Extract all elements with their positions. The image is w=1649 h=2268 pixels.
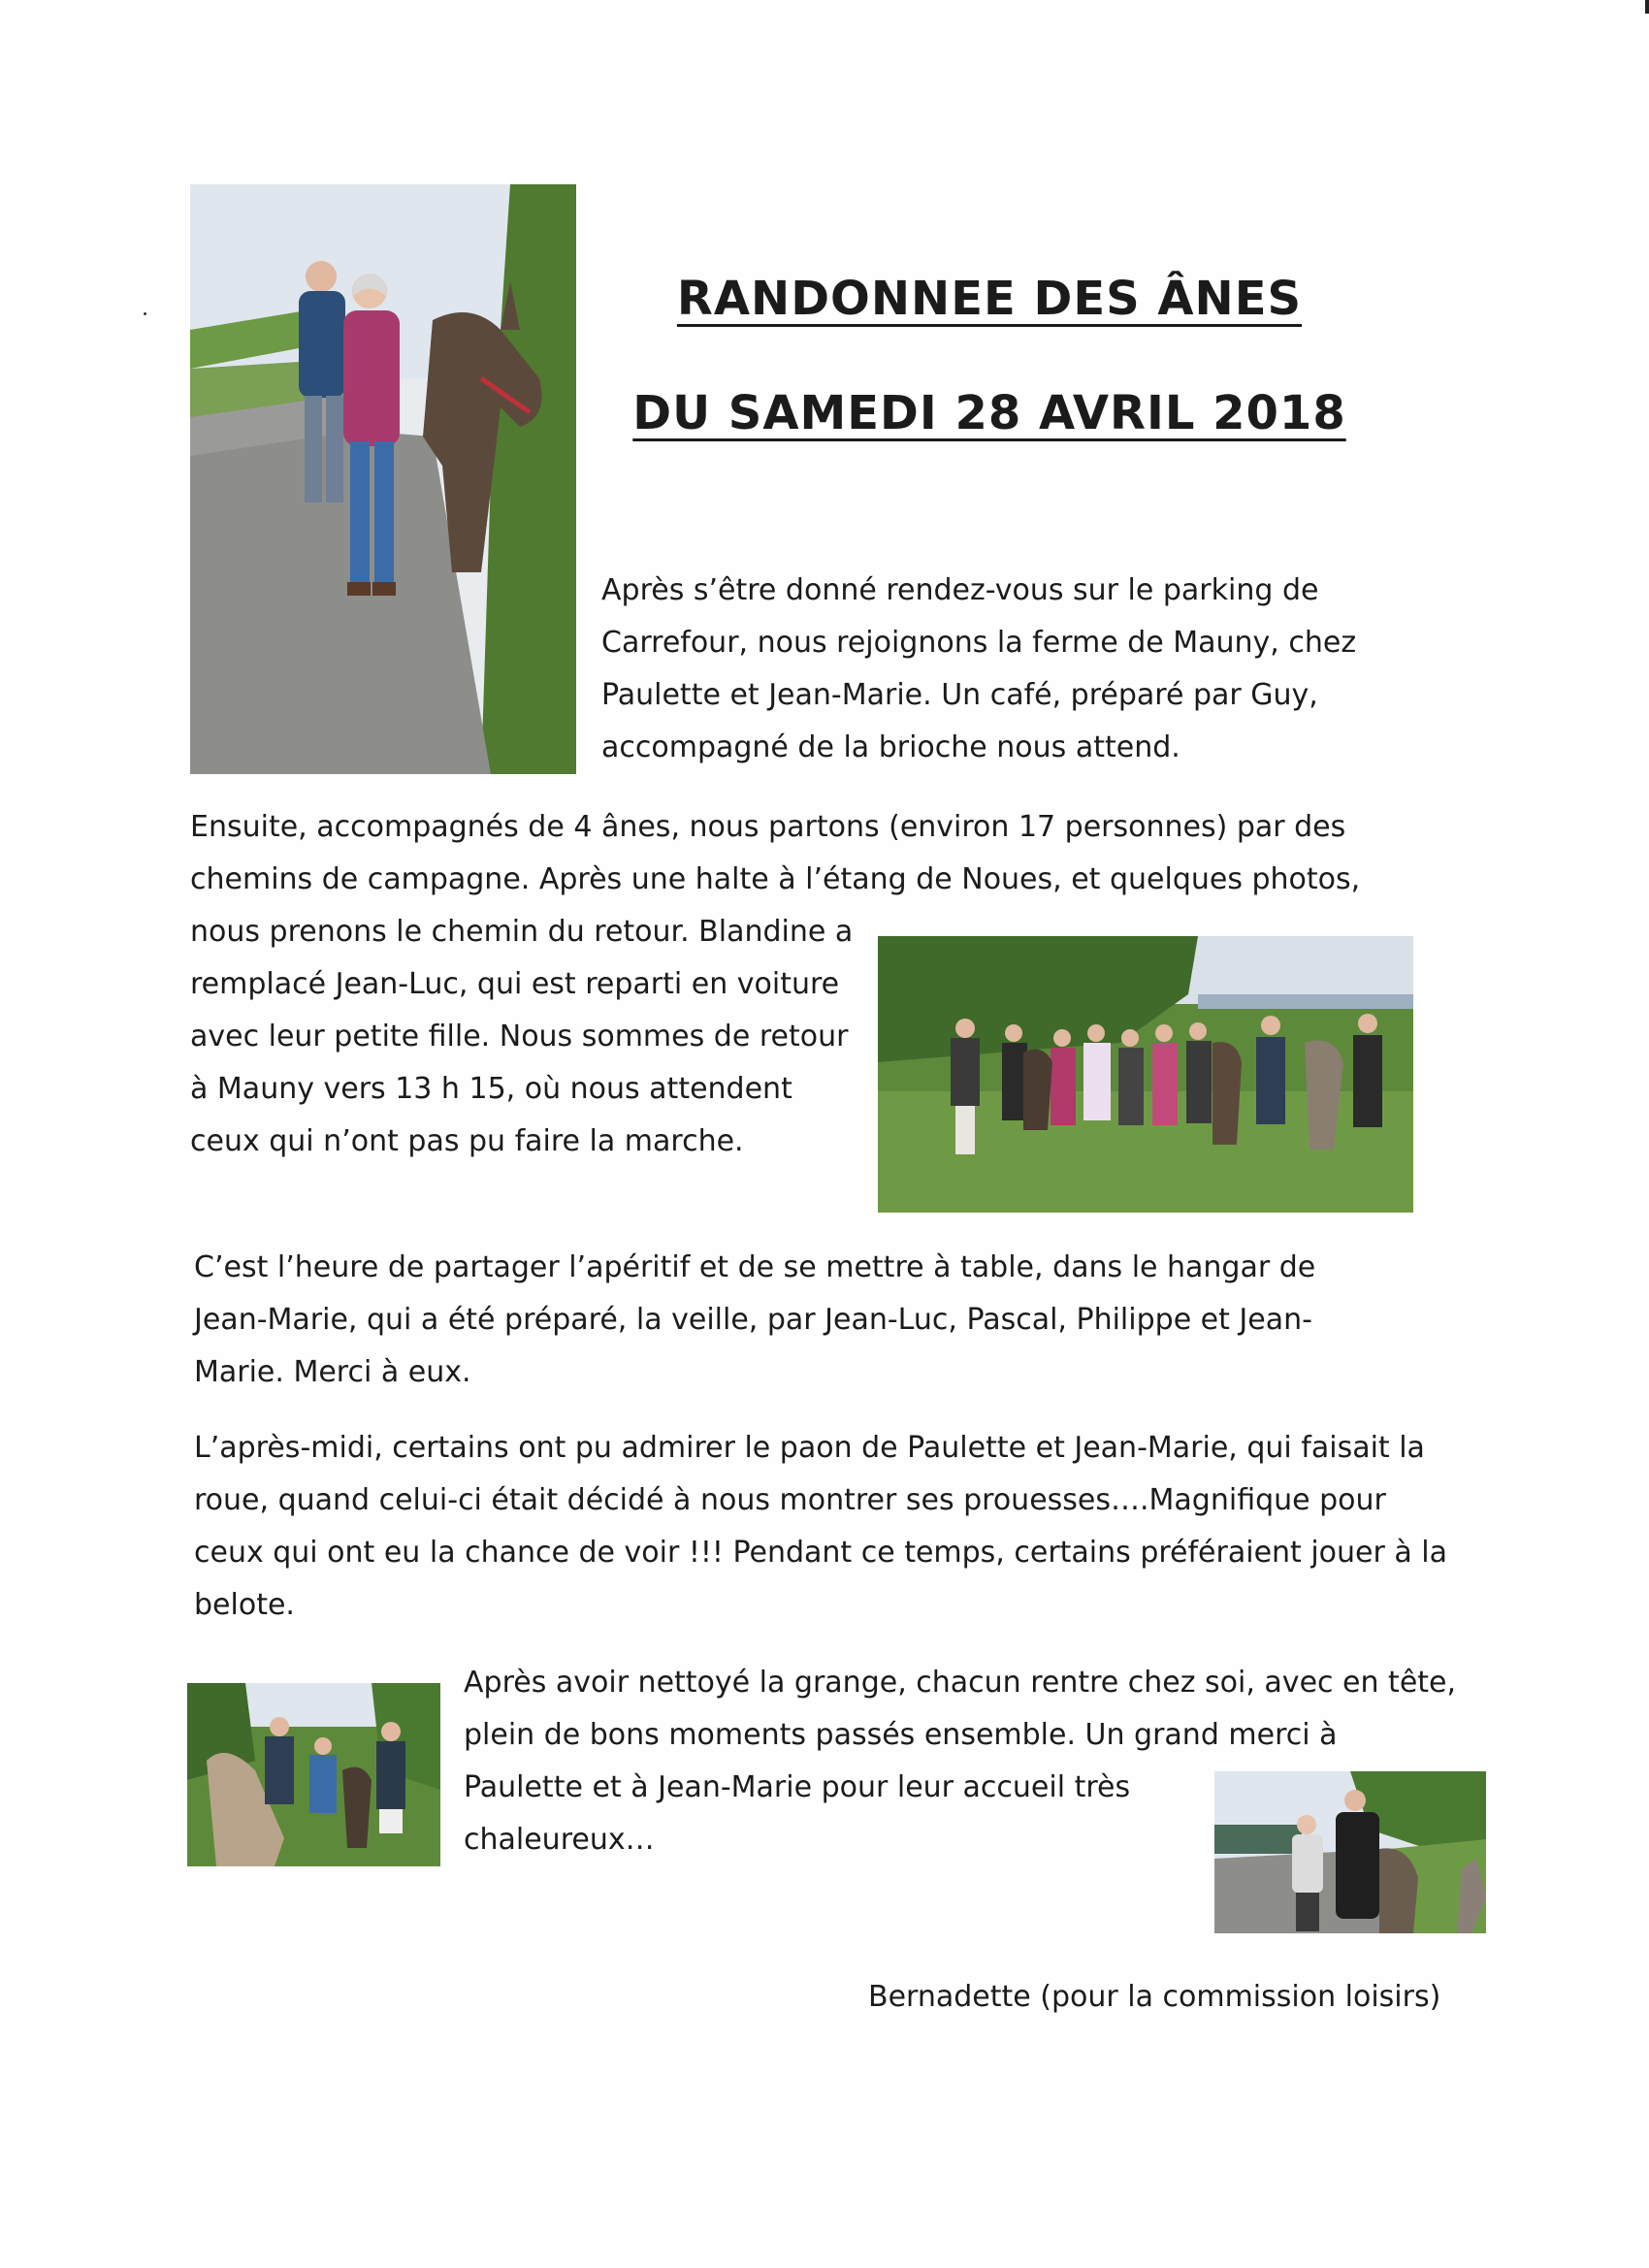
photo-couple-with-donkey [190,184,576,774]
paragraph-closing-part-1: Après avoir nettoyé la grange, chacun rentre chez soi, avec en tête, plein de bons moments passés ensemble. Un grand merci à [464,1666,1457,1752]
photo-group-with-donkeys [878,936,1413,1213]
photo-trio-with-donkeys [187,1683,440,1866]
title-line-1: RANDONNEE DES ÂNES [676,272,1303,326]
paragraph-closing-part-2: Paulette et à Jean-Marie pour leur accueil très chaleureux… [464,1770,1131,1857]
paragraph-intro: Après s’être donné rendez-vous sur le parking de Carrefour, nous rejoignons la ferme de Mauny, chez Paulette et Jean-Marie. Un café, préparé par Guy, accompagné de la brioche nous attend. [601,573,1357,764]
scan-edge-mark [1645,0,1649,14]
paragraph-walk-continued: nous prenons le chemin du retour. Blandine a remplacé Jean-Luc, qui est reparti en voiture avec leur petite fille. Nous sommes de retour à Mauny vers 13 h 15, où nous attendent ceux qui n’ont pas pu faire la marche. [190,915,854,1158]
scan-dust-dot [144,312,146,315]
paragraph-afternoon: L’après-midi, certains ont pu admirer le paon de Paulette et Jean-Marie, qui faisait la roue, quand celui-ci était décidé à nous montrer ses prouesses….Magnifique pour ceux qui ont eu la chance de voir !!! Pendant ce temps, certains préféraient jouer à la belote. [194,1431,1448,1622]
paragraph-walk: Ensuite, accompagnés de 4 ânes, nous partons (environ 17 personnes) par des chemins de campagne. Après une halte à l’étang de Noues, et quelques photos, [190,810,1361,896]
signature: Bernadette (pour la commission loisirs) [868,1980,1441,2014]
paragraph-lunch: C’est l’heure de partager l’apéritif et de se mettre à table, dans le hangar de Jean-Marie, qui a été préparé, la veille, par Jean-Luc, Pascal, Philippe et Jean-Marie. Merci à eux. [194,1250,1316,1389]
title-line-2: DU SAMEDI 28 AVRIL 2018 [632,386,1346,440]
photo-couple-on-road [1214,1771,1486,1933]
